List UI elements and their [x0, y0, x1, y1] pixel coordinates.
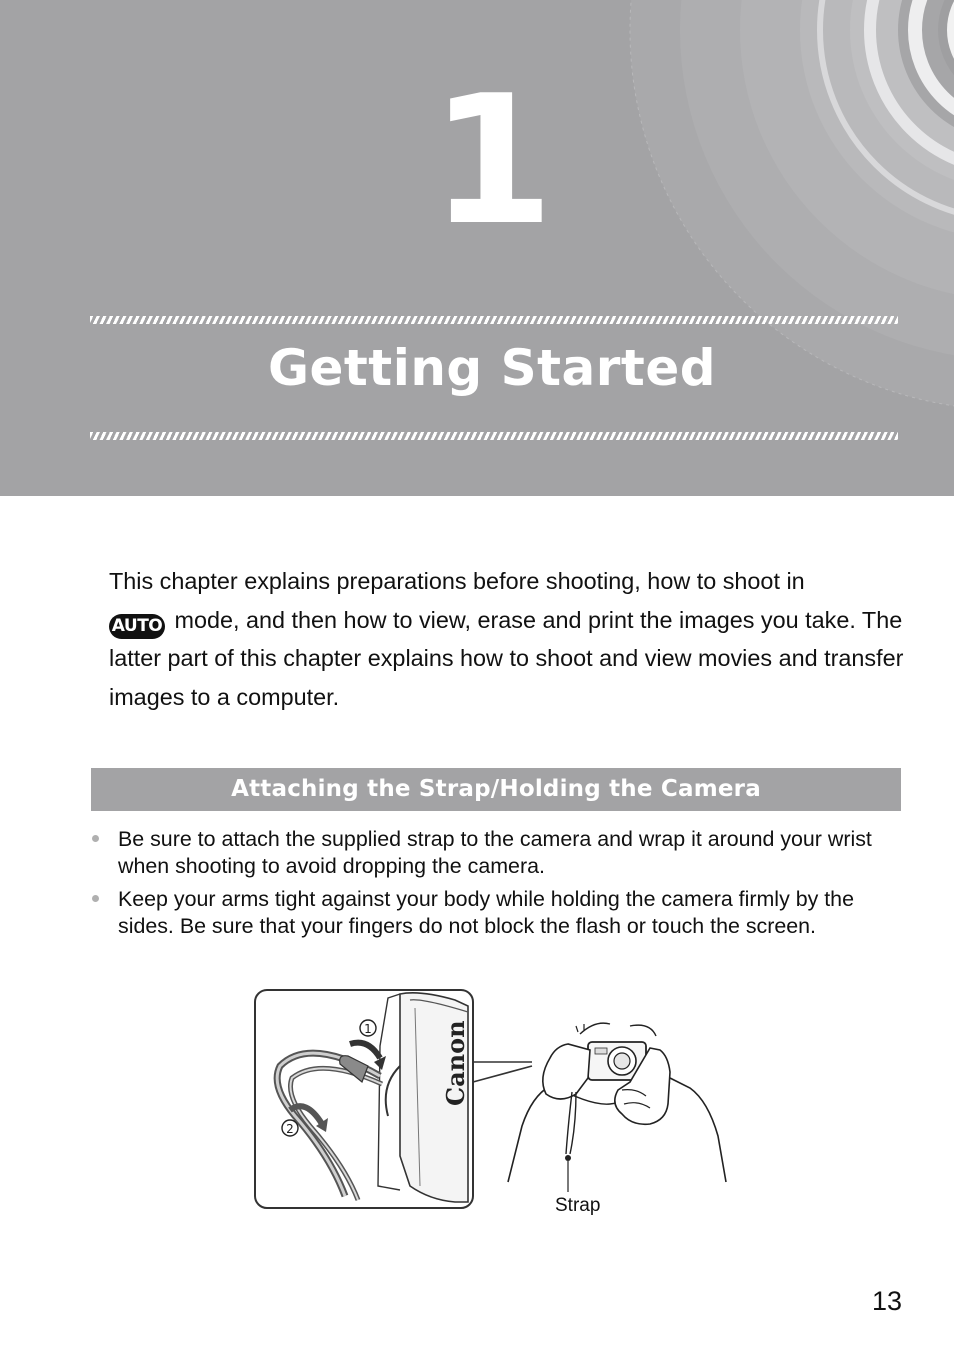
- bullet-icon: [92, 895, 99, 902]
- page-number: 13: [871, 1286, 902, 1316]
- list-item: [90, 886, 902, 940]
- auto-mode-icon: AUTO: [109, 614, 165, 639]
- section-heading-bar: [91, 768, 901, 811]
- list-item-text: Be sure to attach the supplied strap to the camera and wrap it around your wrist when shooting to avoid dropping the camera.: [118, 827, 872, 878]
- intro-text-start: This chapter explains preparations before shooting, how to shoot in: [109, 568, 805, 594]
- list-item: [90, 826, 902, 880]
- list-item-text: Keep your arms tight against your body while holding the camera firmly by the sides. Be sure that your fingers do not block the flash or touch the screen.: [118, 887, 854, 938]
- bullet-icon: [92, 835, 99, 842]
- section-title: Attaching the Strap/Holding the Camera: [231, 776, 761, 802]
- chapter-number: 1: [430, 57, 550, 264]
- hatch-divider-bottom: [90, 432, 898, 440]
- chapter-header: [0, 0, 954, 496]
- hatch-divider-top: [90, 316, 898, 324]
- chapter-title: Getting Started: [267, 339, 717, 397]
- brand-logo: Canon: [441, 1020, 470, 1106]
- step-2-marker: 2: [286, 1122, 294, 1136]
- intro-paragraph: [109, 562, 909, 716]
- strap-label: Strap: [555, 1195, 601, 1216]
- step-1-marker: 1: [364, 1022, 372, 1036]
- strap-illustration: [250, 986, 740, 1226]
- intro-text-end: mode, and then how to view, erase and print the images you take. The latter part of this chapter explains how to shoot and view movies and transfer images to a computer.: [109, 606, 904, 710]
- instruction-list: [90, 826, 902, 946]
